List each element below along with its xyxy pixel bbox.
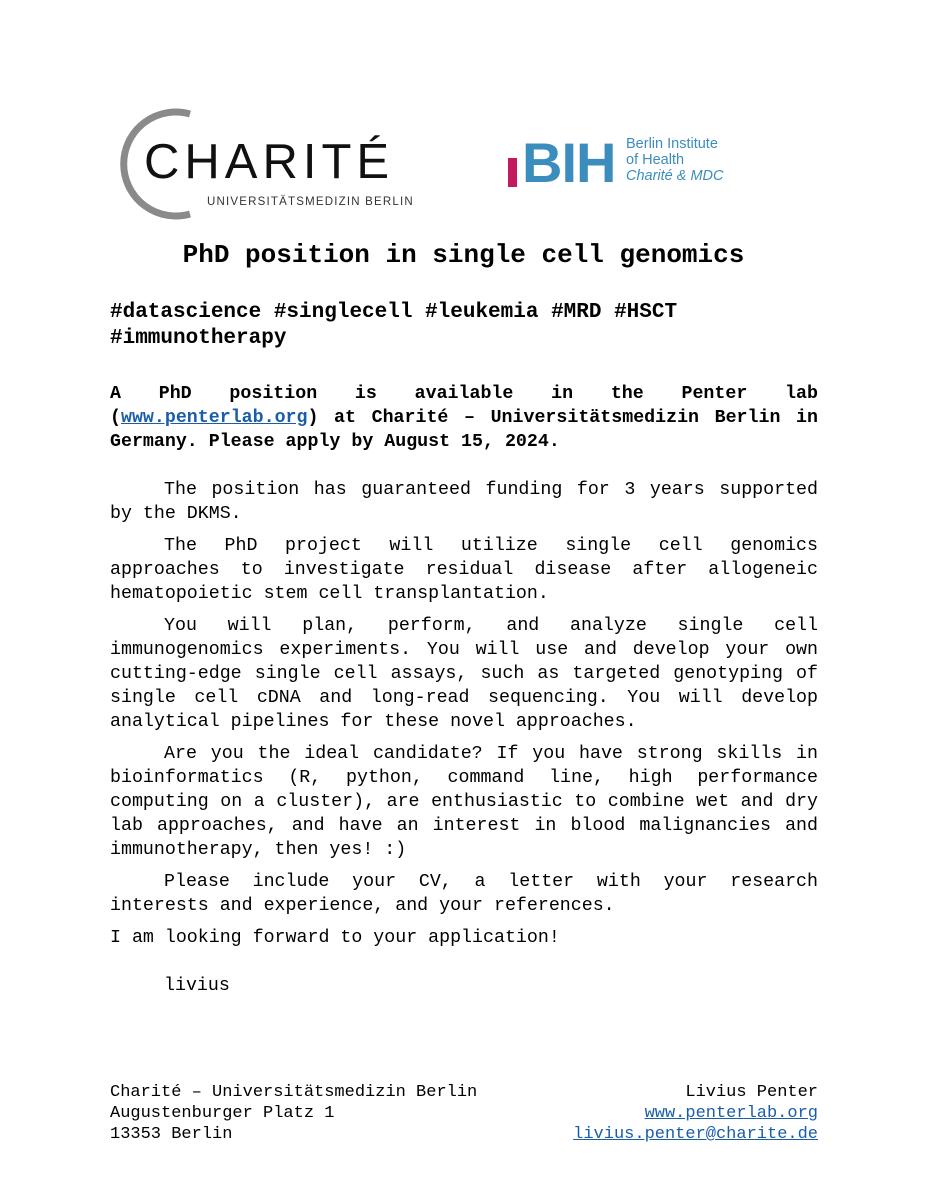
intro-paragraph (110, 382, 818, 454)
bih-logo-line2: of Health (626, 152, 685, 168)
address-line3: 13353 Berlin (110, 1125, 233, 1144)
bih-bar-icon (508, 158, 517, 187)
contact-web-link[interactable]: www.penterlab.org (644, 1104, 818, 1123)
charite-logo-name: CHARITÉ (144, 135, 395, 189)
hashtags: #datascience #singlecell #leukemia #MRD #HSCT #immunotherapy (110, 301, 678, 350)
footer-contact (573, 1082, 818, 1145)
footer-address (110, 1082, 477, 1145)
address-line1: Charité – Universitätsmedizin Berlin (110, 1083, 478, 1102)
paragraph-tasks: You will plan, perform, and analyze single cell immunogenomics experiments. You will use and develop your own cutting-edge single cell assays, such as targeted genotyping of single cell cDNA and long-read sequencing. You will develop analytical pipelines for these novel approaches. (110, 616, 818, 732)
paragraph-application: Please include your CV, a letter with your research interests and experience, and your references. (110, 872, 818, 916)
contact-name: Livius Penter (685, 1083, 818, 1102)
paragraph-candidate: Are you the ideal candidate? If you have strong skills in bioinformatics (R, python, command line, high performance computing on a cluster), are enthusiastic to combine wet and dry lab approaches, and have an interest in blood malignancies and immunotherapy, then yes! :) (110, 744, 818, 860)
penterlab-link[interactable]: www.penterlab.org (120, 408, 308, 428)
job-description (110, 382, 818, 998)
page-title: PhD position in single cell genomics (182, 240, 745, 270)
paragraph-project: The PhD project will utilize single cell genomics approaches to investigate residual disease after allogeneic hematopoietic stem cell transplantation. (110, 536, 818, 604)
logo-header (0, 100, 927, 230)
bih-logo (508, 130, 738, 194)
paragraph-funding: The position has guaranteed funding for 3 years supported by the DKMS. (110, 480, 818, 524)
bih-logo-letters: BIH (522, 131, 616, 194)
bih-logo-text (626, 136, 724, 184)
closing-line: I am looking forward to your application! (110, 928, 560, 948)
intro-after-link: ) at Charité – Universitätsmedizin Berlin in Germany. Please apply by August 15, 2024. (110, 408, 818, 452)
charite-logo-subtitle: UNIVERSITÄTSMEDIZIN BERLIN (207, 196, 414, 208)
address-line2: Augustenburger Platz 1 (110, 1104, 335, 1123)
signature: livius (164, 976, 230, 996)
intro-before-link: A PhD position is available in the Penter lab ( (110, 384, 818, 428)
bih-logo-line1: Berlin Institute (626, 136, 718, 152)
charite-logo (106, 108, 414, 220)
bih-logo-line3: Charité & MDC (626, 168, 724, 184)
contact-email-link[interactable]: livius.penter@charite.de (573, 1125, 818, 1144)
